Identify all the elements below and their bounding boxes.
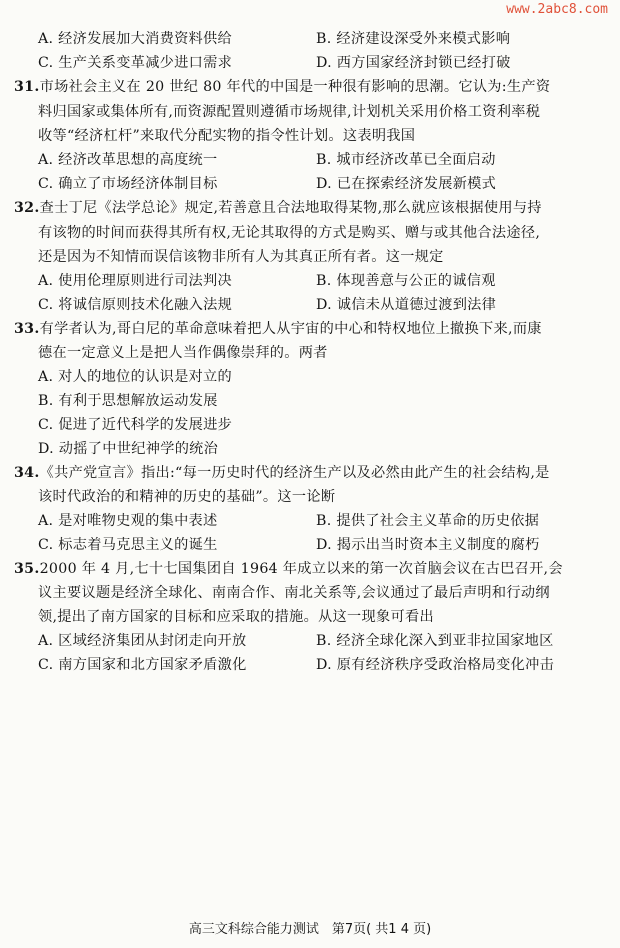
question-32-line-1 [14,201,542,215]
page-footer: 高三文科综合能力测试 第7页( 共1 4 页) [188,922,432,937]
question-33-text-1: 有学者认为,哥白尼的革命意味着把人从宇宙的中心和特权地位上撤换下来,而康 [39,321,542,337]
question-31-line-2: 料归国家或集体所有,而资源配置则遵循市场规律,计划机关采用价格工资利率税 [38,104,541,120]
question-33-option-a: A. 对人的地位的认识是对立的 [38,369,233,385]
question-31-text-1: 市场社会主义在 20 世纪 80 年代的中国是一种很有影响的思潮。它认为:生产资 [39,79,551,95]
question-31-option-a: A. 经济改革思想的高度统一 [38,152,218,168]
question-34-text-1: 《共产党宣言》指出:“每一历史时代的经济生产以及必然由此产生的社会结构,是 [39,465,550,481]
question-34-option-d: D. 揭示出当时资本主义制度的腐朽 [316,537,540,553]
question-32-option-c: C. 将诚信原则技术化融入法规 [38,297,233,313]
question-32-option-a: A. 使用伦理原则进行司法判决 [38,273,233,289]
question-35-option-b: B. 经济全球化深入到亚非拉国家地区 [316,633,554,649]
question-35-option-a: A. 区域经济集团从封闭走向开放 [38,633,247,649]
question-34-line-1 [14,466,550,480]
question-35-text-1: 2000 年 4 月,七十七国集团自 1964 年成立以来的第一次首脑会议在古巴召开,会 [39,561,563,577]
question-33-option-d: D. 动摇了中世纪神学的统治 [38,441,219,457]
question-32-line-2: 有该物的时间而获得其所有权,无论其取得的方式是购买、赠与或其他合法途径, [38,225,541,241]
question-32-text-1: 查士丁尼《法学总论》规定,若善意且合法地取得某物,那么就应该根据使用与持 [39,200,542,216]
question-35-option-d: D. 原有经济秩序受政治格局变化冲击 [316,657,555,673]
question-32-option-d: D. 诚信未从道德过渡到法律 [316,297,497,313]
question-35-line-1 [14,562,563,576]
question-33-line-2: 德在一定意义上是把人当作偶像崇拜的。两者 [38,345,328,361]
question-34-line-2: 该时代政治的和精神的历史的基础”。这一论断 [38,489,336,505]
question-34-option-c: C. 标志着马克思主义的诞生 [38,537,218,553]
question-32-option-b: B. 体现善意与公正的诚信观 [316,273,496,289]
question-31-line-1 [14,80,550,94]
question-34-option-a: A. 是对唯物史观的集中表述 [38,513,218,529]
question-33-option-b: B. 有利于思想解放运动发展 [38,393,218,409]
question-31-option-d: D. 已在探索经济发展新模式 [316,176,497,192]
question-35-option-c: C. 南方国家和北方国家矛盾激化 [38,657,247,673]
question-34-option-b: B. 提供了社会主义革命的历史依据 [316,513,540,529]
question-35-line-3: 领,提出了南方国家的目标和应采取的措施。从这一现象可看出 [38,609,434,625]
question-35-line-2: 议主要议题是经济全球化、南南合作、南北关系等,会议通过了最后声明和行动纲 [38,585,550,601]
prev-option-a: A. 经济发展加大消费资料供给 [38,31,233,47]
question-33-line-1 [14,322,542,336]
prev-option-d: D. 西方国家经济封锁已经打破 [316,55,511,71]
question-35-number: 35. [14,561,40,577]
watermark: www.2abc8.com [506,2,608,17]
question-31-number: 31. [14,79,40,95]
prev-option-b: B. 经济建设深受外来模式影响 [316,31,511,47]
question-33-option-c: C. 促进了近代科学的发展进步 [38,417,233,433]
question-34-number: 34. [14,465,40,481]
prev-option-c: C. 生产关系变革减少进口需求 [38,55,233,71]
question-31-option-c: C. 确立了市场经济体制目标 [38,176,218,192]
question-31-line-3: 收等“经济杠杆”来取代分配实物的指令性计划。这表明我国 [38,128,416,144]
question-31-option-b: B. 城市经济改革已全面启动 [316,152,496,168]
question-33-number: 33. [14,321,40,337]
question-32-number: 32. [14,200,40,216]
question-32-line-3: 还是因为不知情而误信该物非所有人为其真正所有者。这一规定 [38,249,444,265]
